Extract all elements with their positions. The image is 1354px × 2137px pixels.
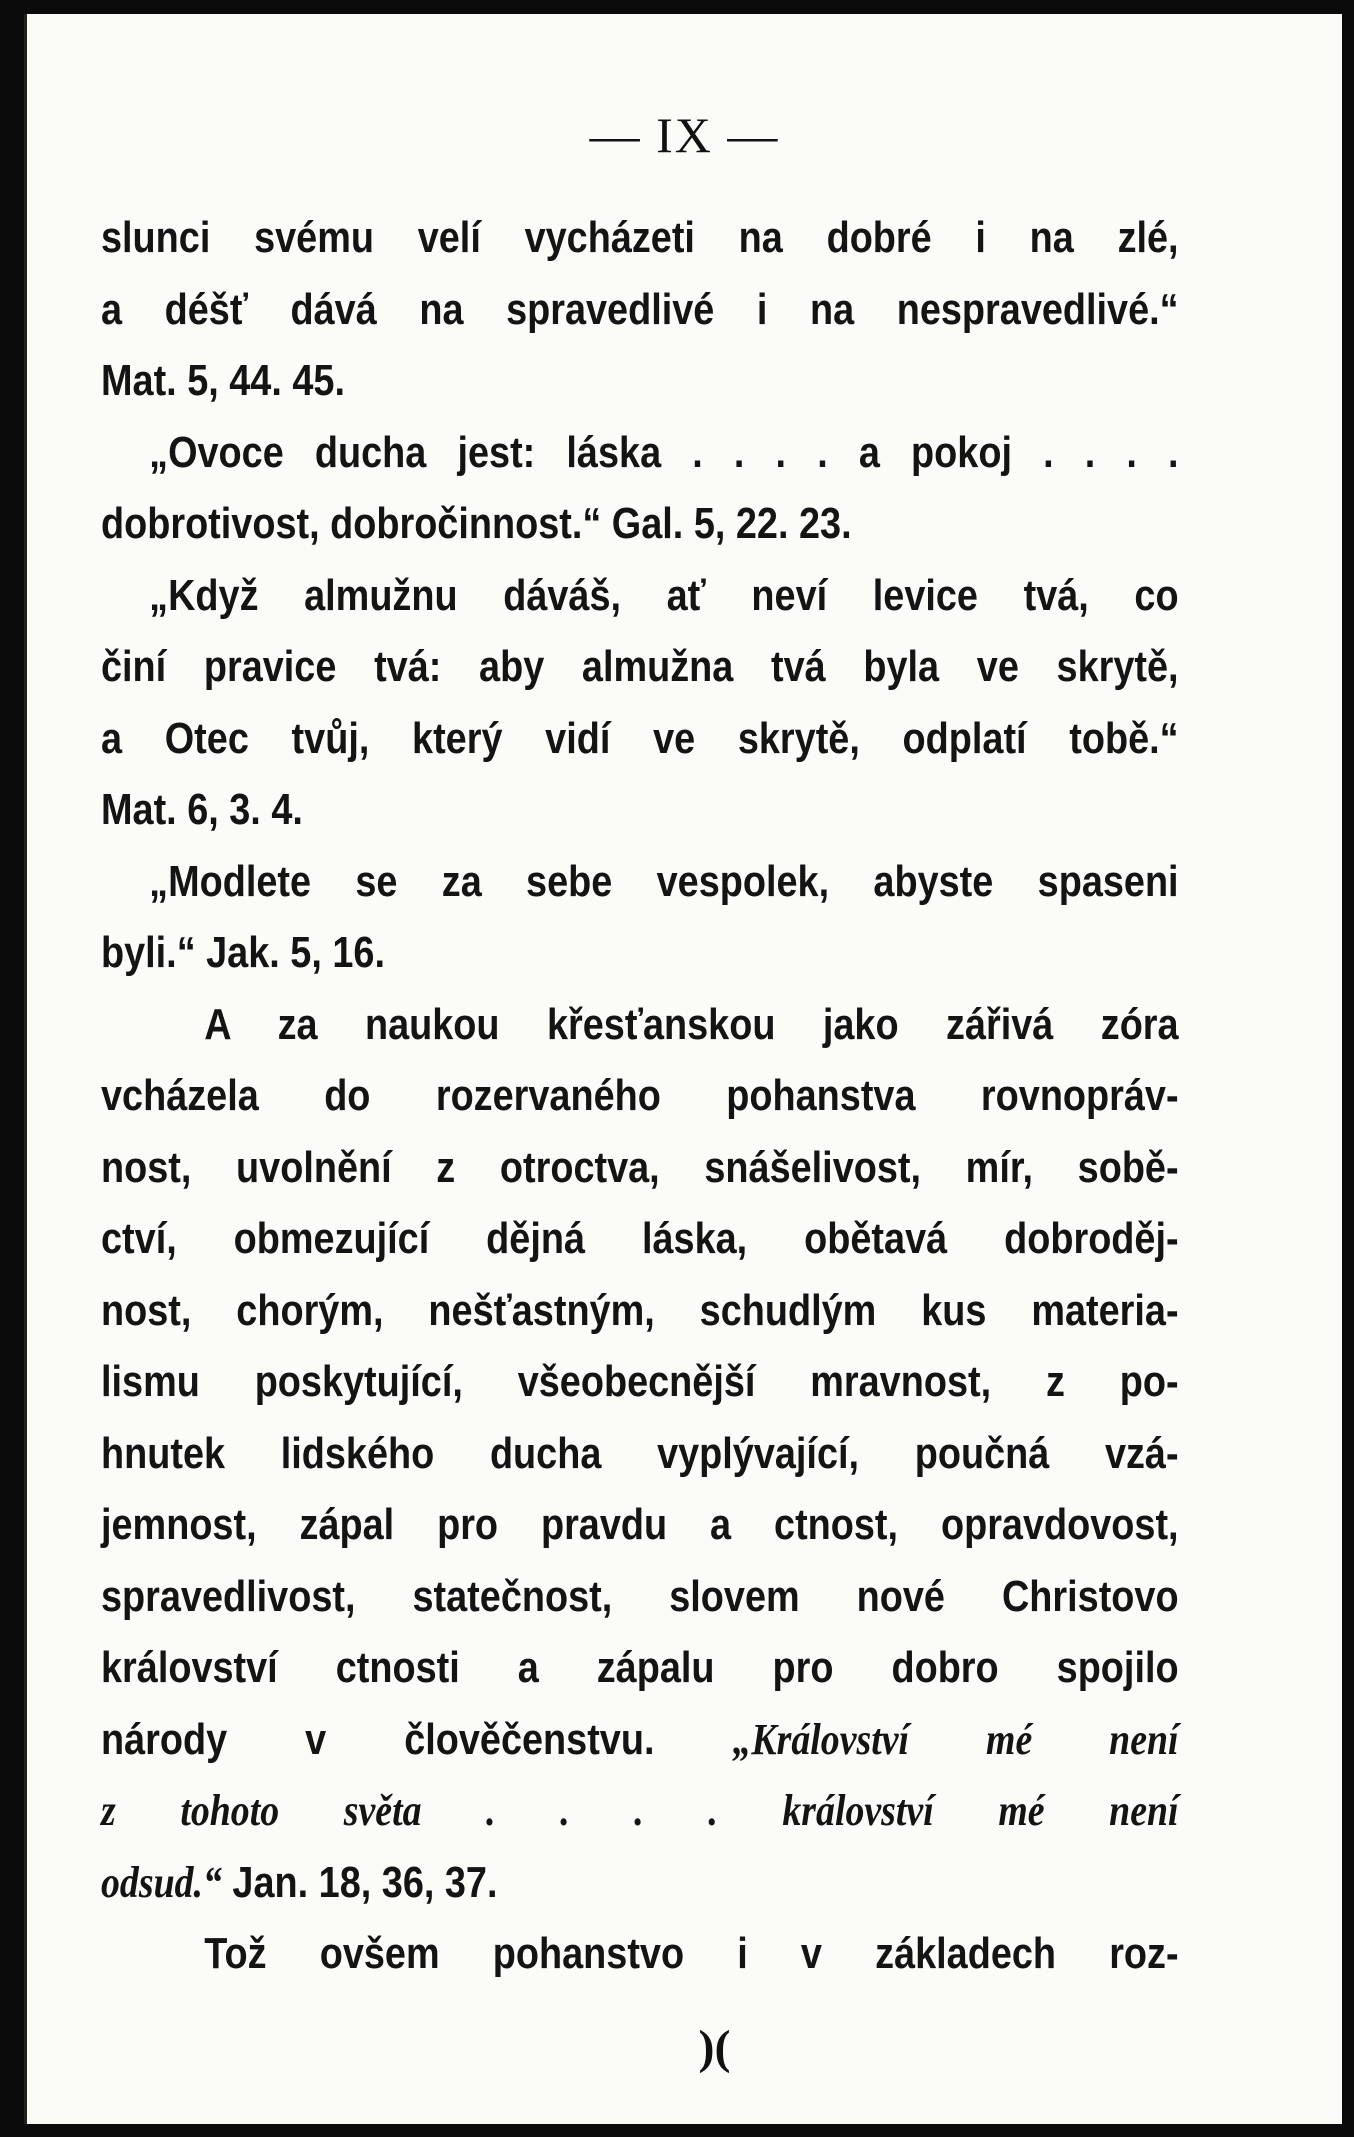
text-line: „Modlete se za sebe vespolek, abyste spaseni: [149, 856, 1179, 906]
text-line: [101, 1775, 1179, 1847]
text-line: slunci svému velí vycházeti na dobré i na zlé,: [101, 213, 1179, 262]
book-page: [24, 14, 1342, 2124]
text-line: a déšť dává na spravedlivé i na nespravedlivé.“: [101, 284, 1179, 334]
text-line: dobrotivost, dobročinnost.“ Gal. 5, 22. 23.: [101, 499, 852, 548]
body-text: [101, 202, 1179, 1990]
text-segment: Jan. 18, 36, 37.: [221, 1857, 498, 1907]
text-line: „Ovoce ducha jest: láska . . . . a pokoj . . . .: [149, 427, 1179, 477]
text-line: nost, uvolnění z otroctva, snášelivost, mír, sobě-: [101, 1142, 1179, 1192]
text-line: „Když almužnu dáváš, ať neví levice tvá, co: [149, 570, 1179, 620]
italic-quote: z tohoto světa . . . . království mé není: [101, 1786, 1179, 1835]
text-line: nost, chorým, nešťastným, schudlým kus materia-: [101, 1285, 1179, 1335]
text-line: činí pravice tvá: aby almužna tvá byla ve skrytě,: [101, 642, 1179, 691]
text-line: království ctnosti a zápalu pro dobro spojilo: [101, 1643, 1179, 1692]
text-line: spravedlivost, statečnost, slovem nové Christovo: [101, 1571, 1179, 1621]
italic-quote: „Království mé není: [732, 1714, 1179, 1764]
signature-mark: )(: [698, 2021, 731, 2074]
text-line: byli.“ Jak. 5, 16.: [101, 928, 385, 977]
text-line: A za naukou křesťanskou jako zářivá zóra: [204, 999, 1179, 1049]
text-line: lismu poskytující, všeobecnější mravnost, z po-: [101, 1357, 1179, 1406]
page-number-header: — IX —: [589, 107, 780, 163]
text-line: [101, 1704, 1179, 1776]
text-line: Mat. 6, 3. 4.: [101, 785, 303, 834]
text-line: a Otec tvůj, který vidí ve skrytě, odplatí tobě.“: [101, 713, 1179, 763]
text-line: jemnost, zápal pro pravdu a ctnost, opravdovost,: [101, 1500, 1179, 1549]
italic-quote: odsud.“: [101, 1857, 222, 1907]
text-line: vcházela do rozervaného pohanstva rovnopráv-: [101, 1071, 1179, 1120]
text-segment: národy v člověčenstvu.: [101, 1714, 733, 1764]
text-line: hnutek lidského ducha vyplývající, poučná vzá-: [101, 1428, 1179, 1478]
text-line: Tož ovšem pohanstvo i v základech roz-: [204, 1929, 1179, 1978]
text-line: ctví, obmezující dějná láska, obětavá dobroděj-: [101, 1214, 1179, 1263]
text-line: [101, 1847, 1179, 1919]
text-line: Mat. 5, 44. 45.: [101, 356, 345, 405]
